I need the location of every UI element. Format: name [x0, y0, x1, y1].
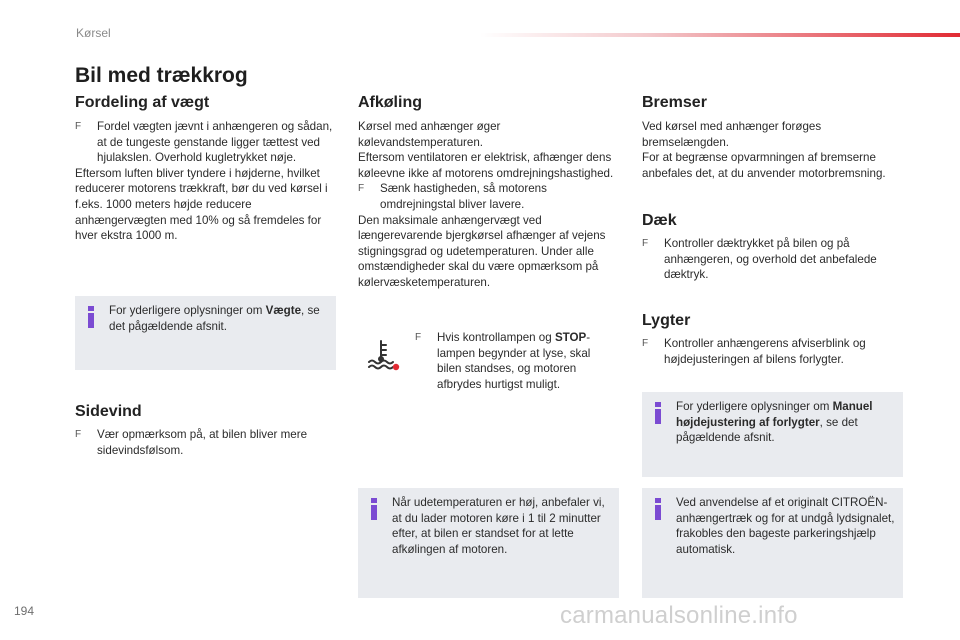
- page-number: 194: [14, 604, 35, 618]
- info-box-cooling: [358, 488, 619, 598]
- tyres-text: [642, 236, 904, 283]
- coolant-temperature-warning-icon: [366, 338, 402, 372]
- list-item: F Fordel vægten jævnt i anhængeren og sådan, at de tungeste genstande ligger tættest ved hjulakslen. Overhold kugletrykket nøje.: [75, 120, 333, 165]
- info-text: For yderligere oplysninger om Vægte, se det pågældende afsnit.: [109, 304, 320, 333]
- bullet-marker: F: [642, 338, 649, 349]
- crosswind-text: [75, 427, 340, 458]
- paragraph: Den maksimale anhængervægt ved længerevarende bjergkørsel afhænger af vejens stigningsgrad og udetemperaturen. Under alle omstændigheder skal du være opmærksom på kølervæsketemperaturen.: [358, 213, 606, 289]
- info-icon: [655, 402, 661, 424]
- bullet-marker: F: [415, 332, 422, 343]
- info-icon: [655, 498, 661, 520]
- bullet-marker: F: [75, 429, 82, 440]
- heading-crosswind: Sidevind: [75, 403, 142, 420]
- info-text: Ved anvendelse af et originalt CITROËN-anhængertræk og for at undgå lydsignalet, frakobles den bageste parkeringshjælp automatisk.: [676, 496, 895, 556]
- info-icon: [371, 498, 377, 520]
- watermark: carmanualsonline.info: [560, 602, 798, 629]
- paragraph: Ved kørsel med anhænger forøges bremselængden.: [642, 120, 822, 149]
- list-item: F Sænk hastigheden, så motorens omdrejningstal bliver lavere.: [358, 182, 547, 211]
- heading-lights: Lygter: [642, 312, 691, 329]
- list-item: F Hvis kontrollampen og STOP-lampen begynder at lyse, skal bilen standses, og motoren afbrydes hurtigst muligt.: [415, 331, 591, 391]
- info-icon: [88, 306, 94, 328]
- paragraph: Eftersom luften bliver tyndere i højderne, hvilket reducerer motorens trækkraft, bør du ved kørsel i f.eks. 1000 meters højde reducere anhængervægten med 10% og så fremdeles for hver ekstra 1000 m.: [75, 166, 328, 243]
- bullet-marker: F: [642, 238, 649, 249]
- info-box-weights: [75, 296, 336, 370]
- heading-brakes: Bremser: [642, 94, 707, 111]
- heading-tyres: Dæk: [642, 212, 677, 229]
- paragraph: For at begrænse opvarmningen af bremserne anbefales det, at du anvender motorbremsning.: [642, 151, 886, 180]
- paragraph: Eftersom ventilatoren er elektrisk, afhænger dens køleevne ikke af motorens omdrejningshastighed.: [358, 151, 614, 180]
- section-label: Kørsel: [76, 26, 111, 40]
- list-item: F Kontroller anhængerens afviserblink og højdejusteringen af bilens forlygter.: [642, 337, 866, 366]
- weight-distribution-text: [75, 119, 340, 244]
- heading-weight-distribution: Fordeling af vægt: [75, 94, 210, 111]
- info-box-lights: [642, 392, 903, 477]
- page-title: Bil med trækkrog: [75, 64, 248, 87]
- info-text: Når udetemperaturen er høj, anbefaler vi, at du lader motoren køre i 1 til 2 minutter efter, at bilen er standset for at lette afkølingen af motoren.: [392, 496, 605, 556]
- cooling-text: [358, 119, 620, 291]
- lights-text: [642, 336, 904, 367]
- bullet-marker: F: [75, 121, 82, 132]
- bullet-marker: F: [358, 183, 365, 195]
- info-box-parking-sensors: [642, 488, 903, 598]
- list-item: F Kontroller dæktrykket på bilen og på anhængeren, og overhold det anbefalede dæktryk.: [642, 237, 877, 282]
- header-accent-line: [480, 33, 960, 37]
- list-item: F Vær opmærksom på, at bilen bliver mere sidevindsfølsom.: [75, 428, 308, 457]
- paragraph: Kørsel med anhænger øger kølevandstemperaturen.: [358, 120, 501, 149]
- brakes-text: [642, 119, 904, 181]
- heading-cooling: Afkøling: [358, 94, 422, 111]
- stop-warning-text: [415, 330, 610, 392]
- info-text: For yderligere oplysninger om Manuel højdejustering af forlygter, se det pågældende afsnit.: [676, 400, 873, 445]
